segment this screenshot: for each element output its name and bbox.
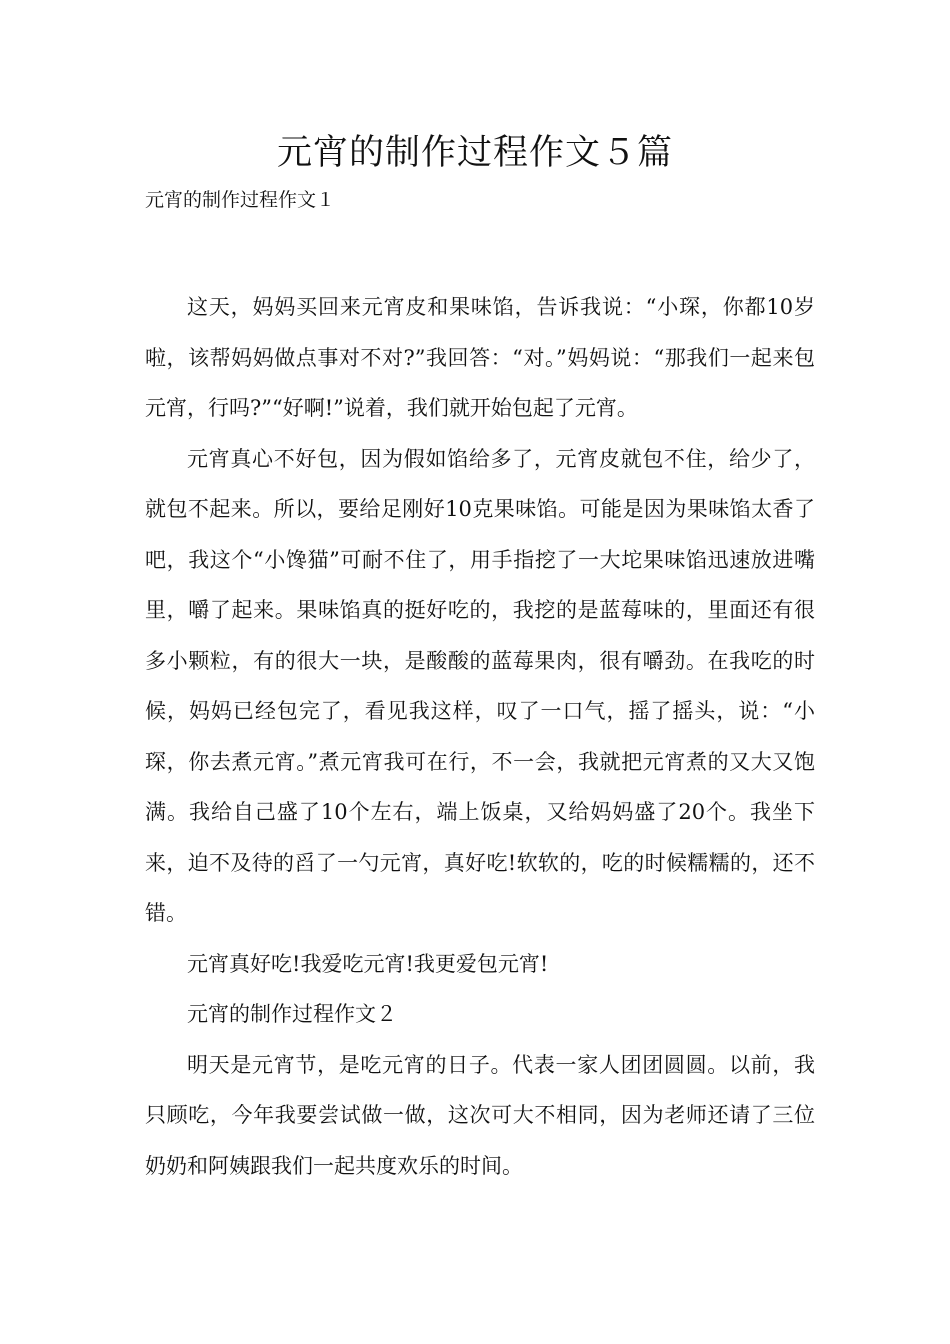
document-title: 元宵的制作过程作文５篇 <box>276 133 673 173</box>
paragraph-conclusion: 元宵真好吃!我爱吃元宵!我更爱包元宵! <box>187 951 549 976</box>
paragraph-intro: 这天，妈妈买回来元宵皮和果味馅，告诉我说：“小琛，你都10岁啦，该帮妈妈做点事对不对?”我回答：“对。”妈妈说：“那我们一起来包元宵，行吗?”“好啊!”说着，我们就开始包起了元宵。 <box>145 295 815 420</box>
document-body <box>145 282 815 1191</box>
section-heading-1: 元宵的制作过程作文１ <box>145 189 336 211</box>
paragraph-making: 元宵真心不好包，因为假如馅给多了，元宵皮就包不住，给少了，就包不起来。所以，要给足刚好10克果味馅。可能是因为果味馅太香了吧，我这个“小馋猫”可耐不住了，用手指挖了一大坨果味馅迅速放进嘴里，嚼了起来。果味馅真的挺好吃的，我挖的是蓝莓味的，里面还有很多小颗粒，有的很大一块，是酸酸的蓝莓果肉，很有嚼劲。在我吃的时候，妈妈已经包完了，看见我这样，叹了一口气，摇了摇头，说：“小琛，你去煮元宵。”煮元宵我可在行，不一会，我就把元宵煮的又大又饱满。我给自己盛了10个左右，端上饭桌，又给妈妈盛了20个。我坐下来，迫不及待的舀了一勺元宵，真好吃!软软的，吃的时候糯糯的，还不错。 <box>145 446 815 925</box>
paragraph-essay-2-intro: 明天是元宵节，是吃元宵的日子。代表一家人团团圆圆。以前，我只顾吃，今年我要尝试做一做，这次可大不相同，因为老师还请了三位奶奶和阿姨跟我们一起共度欢乐的时间。 <box>145 1052 815 1178</box>
section-heading-2: 元宵的制作过程作文２ <box>187 1002 397 1026</box>
